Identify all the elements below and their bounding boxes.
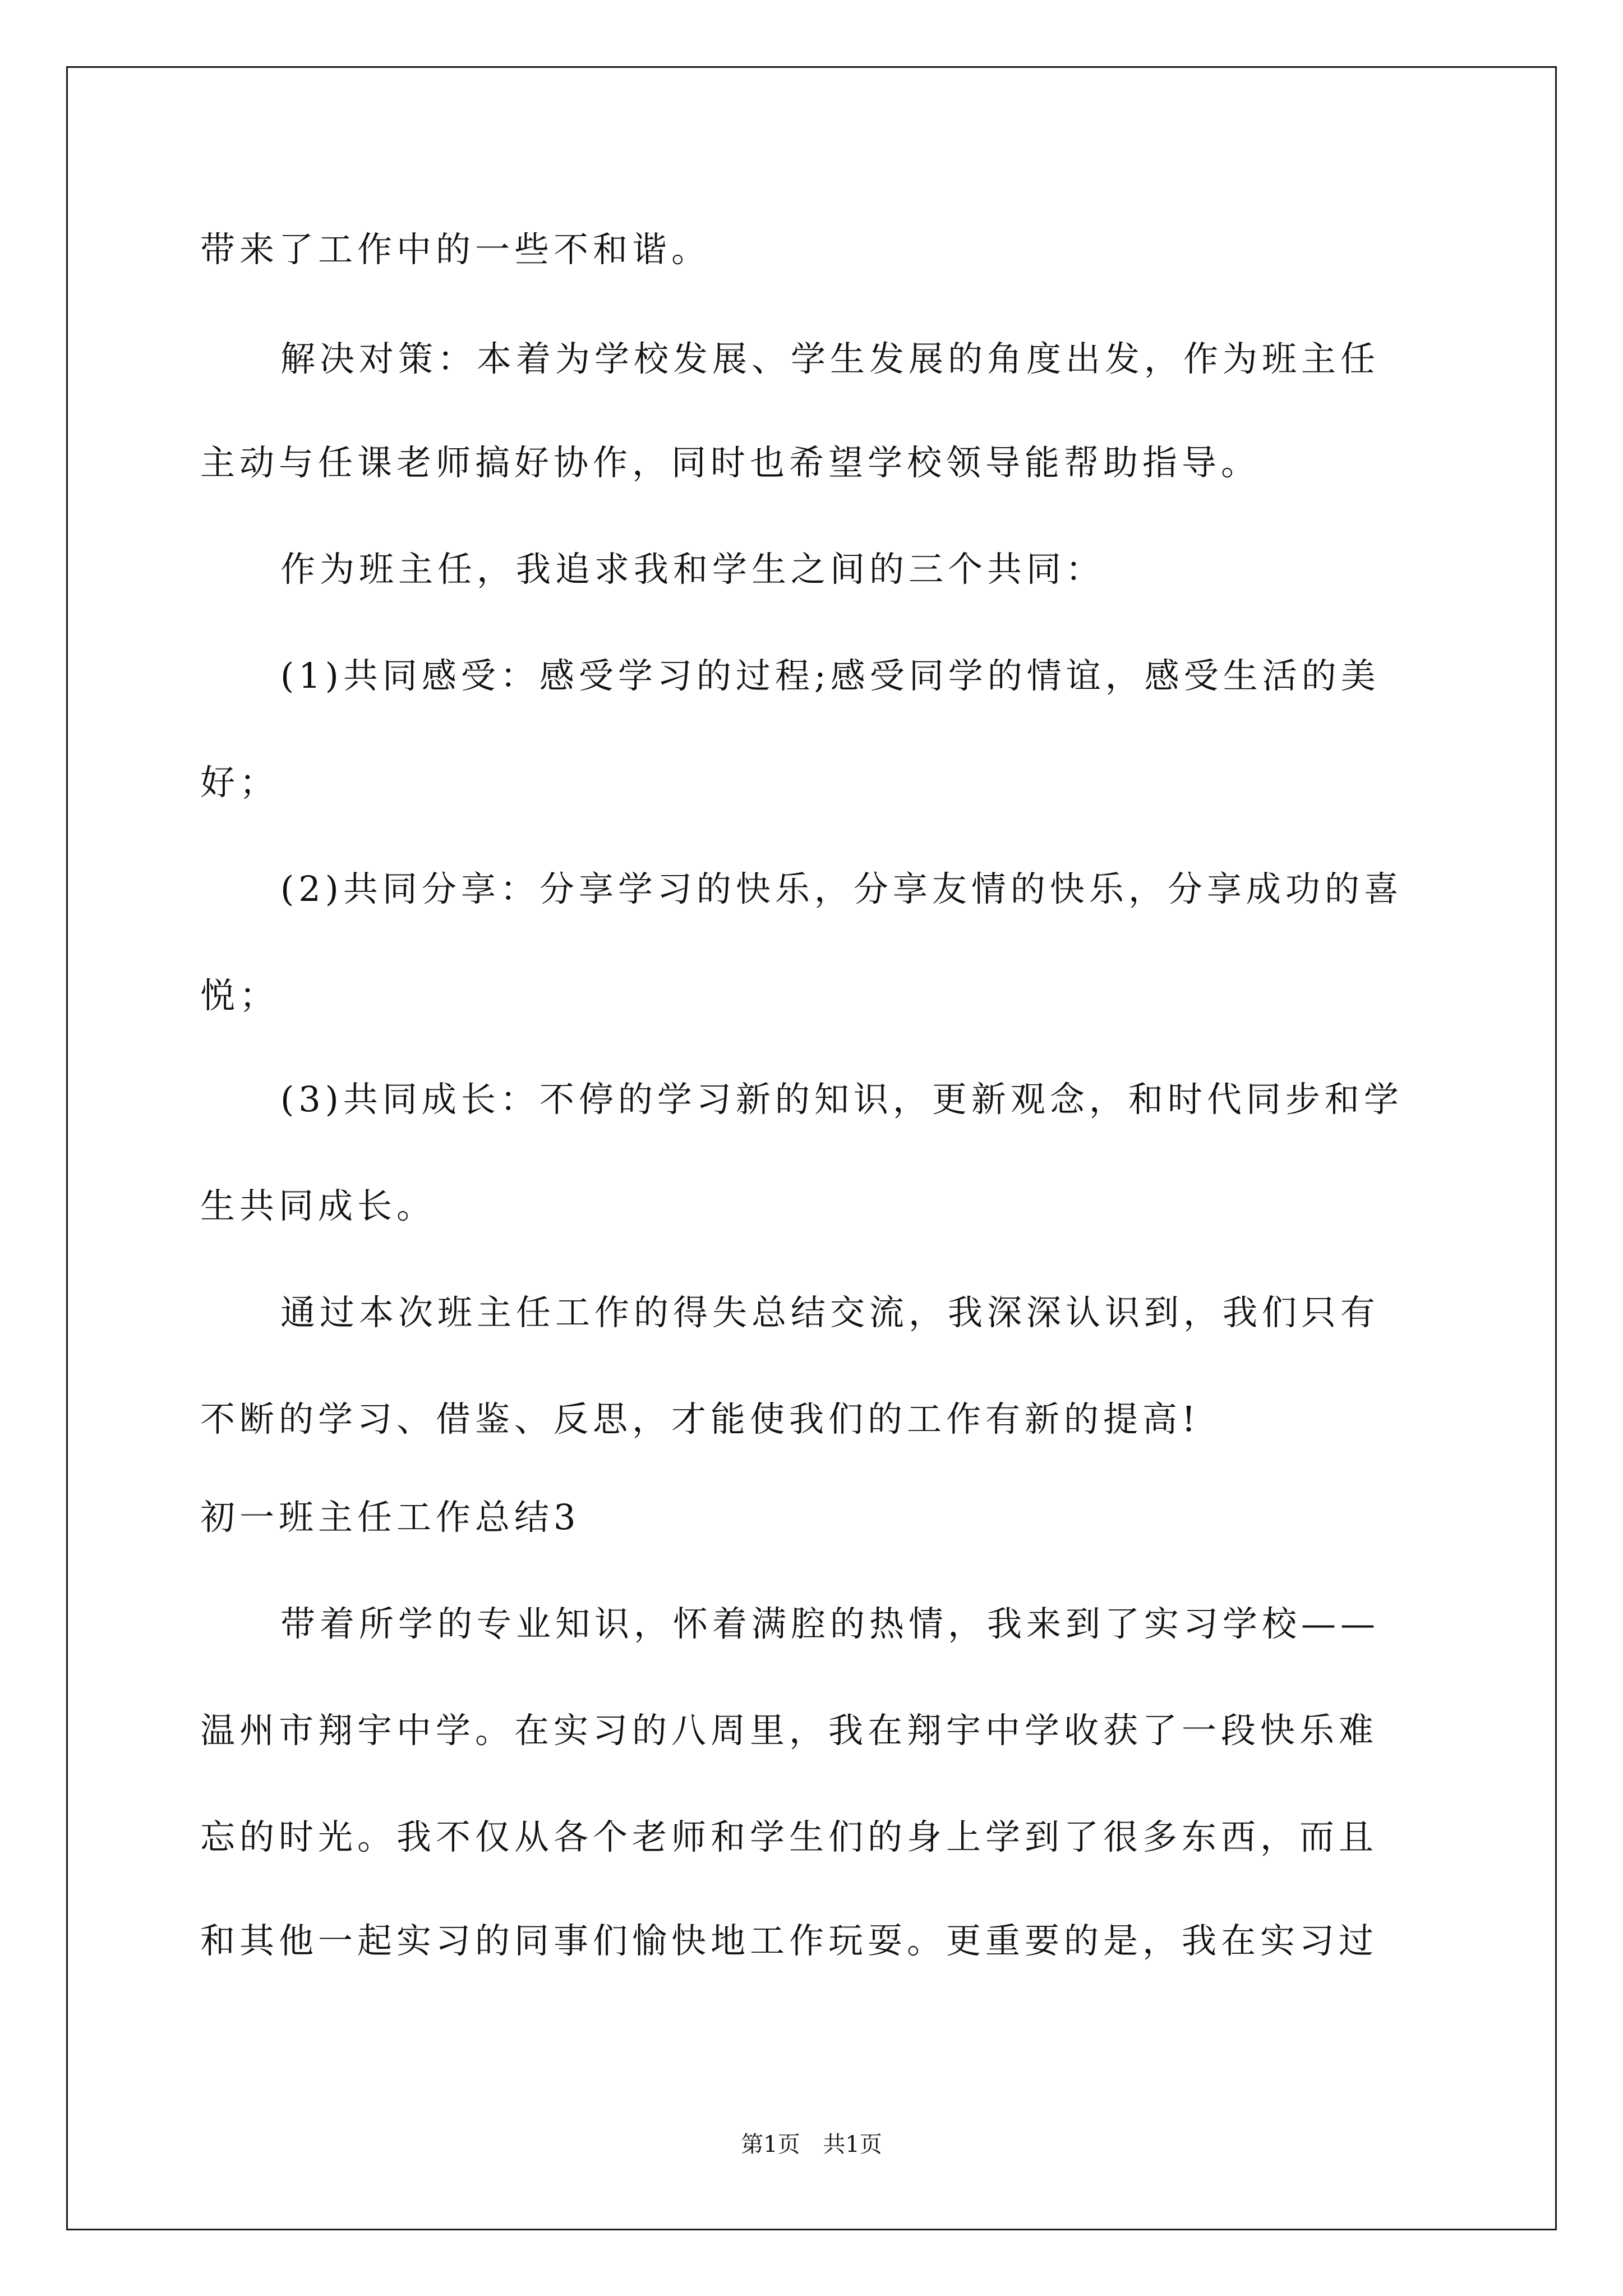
body-line: 悦； — [200, 975, 279, 1016]
page-footer — [0, 2131, 1623, 2159]
paragraph-line: 通过本次班主任工作的得失总结交流，我深深认识到，我们只有 — [280, 1292, 1380, 1333]
body-line: 生共同成长。 — [200, 1185, 436, 1226]
body-line: 温州市翔宇中学。在实习的八周里，我在翔宇中学收获了一段快乐难 — [200, 1710, 1378, 1751]
paragraph-line: 作为班主任，我追求我和学生之间的三个共同： — [280, 549, 1105, 590]
paragraph-line: 解决对策：本着为学校发展、学生发展的角度出发，作为班主任 — [280, 338, 1380, 379]
page-total: 共1页 — [823, 2132, 882, 2157]
paragraph-line: (1)共同感受：感受学习的过程;感受同学的情谊，感受生活的美 — [280, 655, 1380, 696]
page-border — [66, 66, 1557, 2230]
body-line: 忘的时光。我不仅从各个老师和学生们的身上学到了很多东西，而且 — [200, 1816, 1378, 1857]
body-line: 带来了工作中的一些不和谐。 — [200, 229, 711, 270]
section-heading: 初一班主任工作总结3 — [200, 1497, 580, 1538]
paragraph-line: (3)共同成长：不停的学习新的知识，更新观念，和时代同步和学 — [280, 1079, 1403, 1120]
body-line: 好； — [200, 762, 279, 803]
paragraph-line: 带着所学的专业知识，怀着满腔的热情，我来到了实习学校—— — [280, 1603, 1380, 1644]
body-line: 主动与任课老师搞好协作，同时也希望学校领导能帮助指导。 — [200, 442, 1261, 483]
body-line: 和其他一起实习的同事们愉快地工作玩耍。更重要的是，我在实习过 — [200, 1920, 1378, 1961]
body-line: 不断的学习、借鉴、反思，才能使我们的工作有新的提高! — [200, 1398, 1200, 1439]
page-number: 第1页 — [741, 2132, 800, 2157]
paragraph-line: (2)共同分享：分享学习的快乐，分享友情的快乐，分享成功的喜 — [280, 868, 1403, 909]
